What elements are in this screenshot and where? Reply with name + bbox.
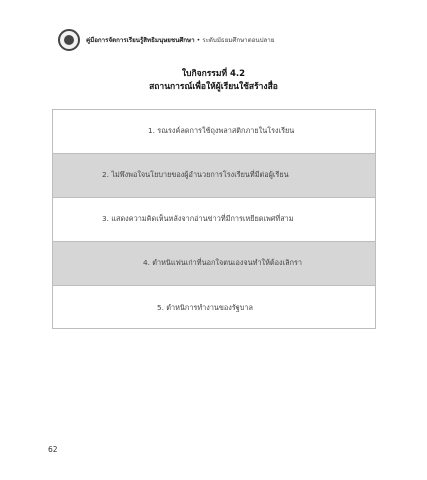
situation-box [53,110,375,154]
header-separator: • [196,37,201,44]
situation-text: 2. ไม่พึงพอใจนโยบายของผู้อำนวยการโรงเรียนที่มีต่อผู้เรียน [102,170,289,179]
situation-list [52,109,376,329]
situation-text: 4. ตำหนิแฟนเก่าที่นอกใจตนเองจนทำให้ต้องเลิกรา [143,258,303,267]
situation-box [53,242,375,286]
activity-title: ใบกิจกรรมที่ 4.2 [181,69,246,79]
situation-text: 5. ตำหนิการทำงานของรัฐบาล [157,302,253,312]
situation-box [53,154,375,198]
logo-icon [58,29,80,51]
header-text [86,35,274,45]
activity-subtitle: สถานการณ์เพื่อให้ผู้เรียนใช้สร้างสื่อ [149,82,278,92]
page-header [58,28,388,52]
situation-box [53,198,375,242]
situation-text: 3. แสดงความคิดเห็นหลังจากอ่านข่าวที่มีการเหยียดเพศที่สาม [102,214,294,223]
header-subtitle: ระดับมัธยมศึกษาตอนปลาย [202,37,275,44]
header-title: คู่มือการจัดการเรียนรู้สิทธิมนุษยชนศึกษา [86,37,195,44]
situation-text: 1. รณรงค์ลดการใช้ถุงพลาสติกภายในโรงเรียน [148,126,295,135]
situation-box [53,286,375,330]
title-block [0,68,427,94]
page-number: 62 [48,445,58,454]
